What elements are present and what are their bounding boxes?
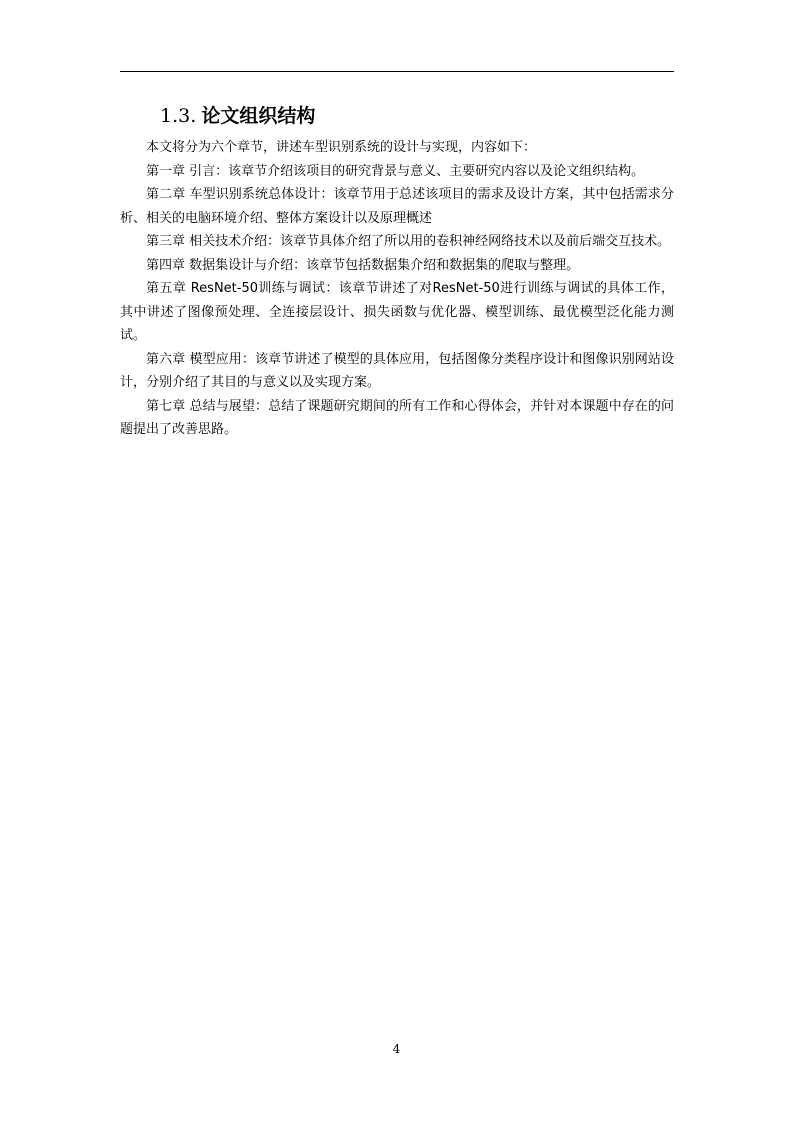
paragraph-chapter-4: 第四章 数据集设计与介绍：该章节包括数据集介绍和数据集的爬取与整理。 <box>146 257 580 273</box>
page-number: 4 <box>392 1042 401 1056</box>
section-heading <box>160 102 315 130</box>
paragraph-chapter-7: 第七章 总结与展望：总结了课题研究期间的所有工作和心得体会，并针对本课题中存在的问题提出了改善思路。 <box>120 398 674 437</box>
paragraph-intro: 本文将分为六个章节，讲述车型识别系统的设计与实现，内容如下： <box>146 140 537 155</box>
paragraph-chapter-6: 第六章 模型应用：该章节讲述了模型的具体应用，包括图像分类程序设计和图像识别网站设计，分别介绍了其目的与意义以及实现方案。 <box>120 351 674 390</box>
paragraph-chapter-5: 第五章 ResNet-50训练与调试：该章节讲述了对ResNet-50进行训练与调试的具体工作，其中讲述了图像预处理、全连接层设计、损失函数与优化器、模型训练、最优模型泛化能力测试。 <box>120 281 674 343</box>
paragraph-chapter-1: 第一章 引言：该章节介绍该项目的研究背景与意义、主要研究内容以及论文组织结构。 <box>146 163 645 179</box>
section-title: 论文组织结构 <box>201 105 316 127</box>
paragraph-chapter-3: 第三章 相关技术介绍：该章节具体介绍了所以用的卷积神经网络技术以及前后端交互技术。 <box>146 234 671 249</box>
section-number: 1.3. <box>160 105 197 127</box>
header-rule <box>120 71 674 72</box>
body-text <box>120 136 674 442</box>
paragraph-chapter-2: 第二章 车型识别系统总体设计：该章节用于总述该项目的需求及设计方案，其中包括需求分析、相关的电脑环境介绍、整体方案设计以及原理概述 <box>120 187 674 226</box>
